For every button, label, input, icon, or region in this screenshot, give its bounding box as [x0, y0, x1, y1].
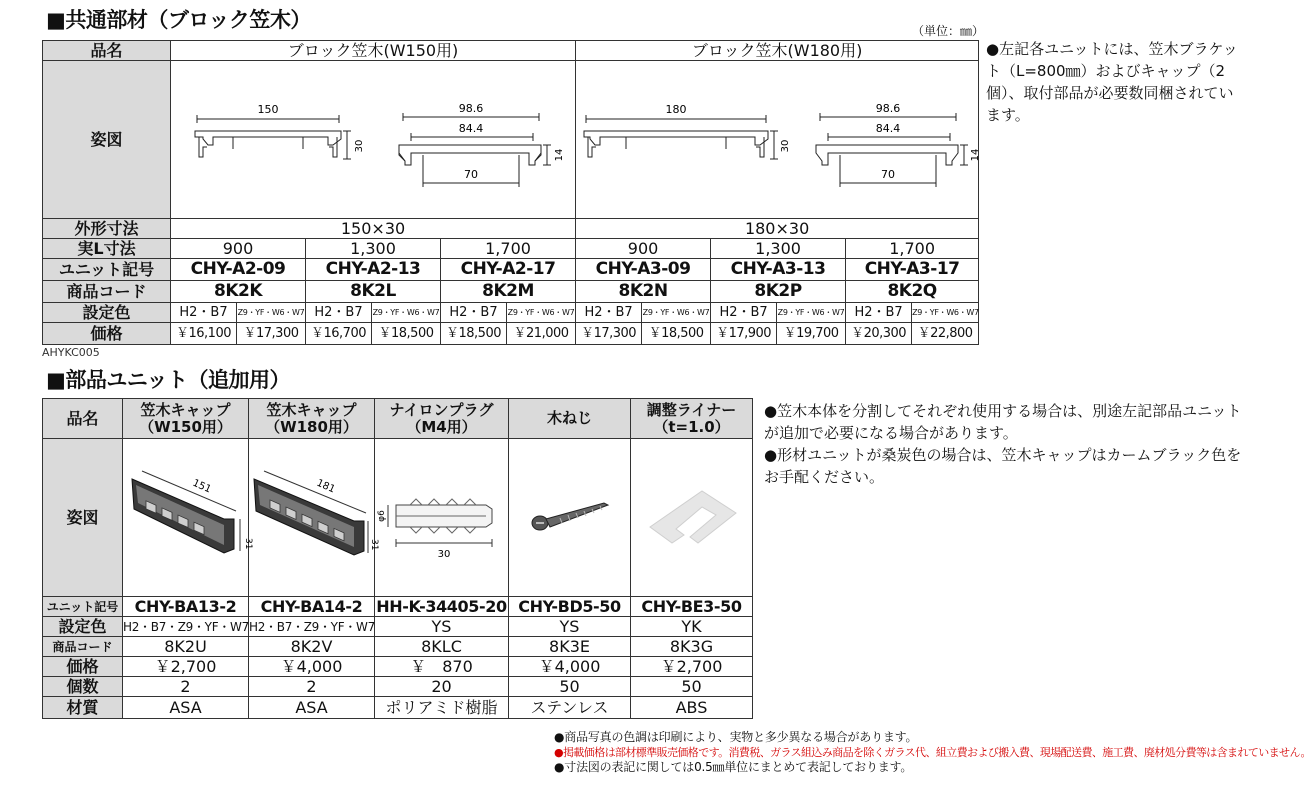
- row-label-name: 品名: [43, 399, 123, 439]
- dim-width: 180: [665, 103, 687, 116]
- unit-code: CHY-A3-09: [576, 259, 711, 281]
- side-note-2: ●笠木本体を分割してそれぞれ使用する場合は、別途左記部品ユニットが追加で必要になる場合があります。: [764, 402, 1242, 442]
- price: ￥2,700: [123, 657, 249, 677]
- part-name-sub: （W180用）: [265, 417, 358, 436]
- profile-drawing-w180: [576, 61, 982, 215]
- side-note-1: ●左記各ユニットには、笠木ブラケット（L=800㎜）およびキャップ（2個）、取付部品が必要数同梱されています。: [986, 40, 1238, 124]
- color: YK: [631, 617, 753, 637]
- color-a: H2・B7: [711, 303, 777, 323]
- length: 900: [576, 239, 711, 259]
- part-name-cell: [249, 399, 375, 439]
- figure-nylon-plug: [375, 439, 509, 597]
- unit-code: CHY-A2-17: [441, 259, 576, 281]
- material: ステンレス: [509, 697, 631, 719]
- part-name: ナイロンプラグ: [389, 401, 494, 419]
- unit-code: CHY-A3-17: [846, 259, 979, 281]
- dim-bottom: 70: [881, 168, 896, 181]
- color-a: H2・B7: [576, 303, 642, 323]
- length: 1,700: [846, 239, 979, 259]
- price: ￥4,000: [249, 657, 375, 677]
- cap-w150-image: [124, 439, 253, 593]
- kasagi-table: [42, 40, 982, 345]
- section1-title: ■共通部材（ブロック笠木）: [46, 8, 311, 32]
- unit-note: （単位：㎜）: [912, 24, 985, 38]
- part-name-sub: （t=1.0）: [653, 417, 730, 436]
- color: H2・B7・Z9・YF・W7: [249, 617, 375, 637]
- color-b: Z9・YF・W6・W7: [372, 303, 441, 323]
- price-a: ￥17,300: [576, 323, 642, 345]
- part-name-cell: [509, 399, 631, 439]
- dim-top: 98.6: [458, 102, 483, 115]
- color-a: H2・B7: [441, 303, 507, 323]
- dim-bottom: 70: [463, 168, 478, 181]
- price-b: ￥21,000: [507, 323, 576, 345]
- price: ￥2,700: [631, 657, 753, 677]
- plug-length-label: 30: [437, 549, 450, 560]
- dim-height: 30: [353, 139, 365, 153]
- nylon-plug-image: [376, 439, 508, 593]
- catalog-code: AHYKC005: [42, 346, 100, 359]
- cap-length-label: 181: [314, 477, 337, 496]
- row-label-color: 設定色: [43, 617, 123, 637]
- unit-code: CHY-A2-09: [171, 259, 306, 281]
- row-label-product-code: 商品コード: [43, 637, 123, 657]
- product-code: 8K2V: [249, 637, 375, 657]
- color: H2・B7・Z9・YF・W7: [123, 617, 249, 637]
- figure-wood-screw: [509, 439, 631, 597]
- figure-liner: [631, 439, 753, 597]
- cap-height-label: 31: [242, 538, 253, 550]
- figure-cap-w180: [249, 439, 379, 597]
- price-a: ￥16,100: [171, 323, 237, 345]
- material: ABS: [631, 697, 753, 719]
- length: 900: [171, 239, 306, 259]
- product-code: 8K2N: [576, 281, 711, 303]
- part-name: 調整ライナー: [646, 401, 737, 419]
- unit-code: CHY-A3-13: [711, 259, 846, 281]
- price-b: ￥18,500: [642, 323, 711, 345]
- length: 1,300: [711, 239, 846, 259]
- color: YS: [375, 617, 509, 637]
- part-name-cell: [123, 399, 249, 439]
- row-label-price: 価格: [43, 323, 171, 345]
- unit-code: CHY-BA13-2: [123, 597, 249, 617]
- dim-height-b: 14: [553, 148, 565, 162]
- liner-image: [632, 439, 752, 593]
- profile-drawing-w150: [173, 61, 574, 215]
- product-code: 8K3E: [509, 637, 631, 657]
- price-b: ￥22,800: [912, 323, 979, 345]
- price-a: ￥18,500: [441, 323, 507, 345]
- unit-code: CHY-BD5-50: [509, 597, 631, 617]
- color-a: H2・B7: [306, 303, 372, 323]
- price-a: ￥20,300: [846, 323, 912, 345]
- dim-height: 30: [780, 139, 792, 153]
- color-b: Z9・YF・W6・W7: [912, 303, 979, 323]
- dim-mid: 84.4: [875, 122, 901, 135]
- dim-width: 150: [257, 103, 279, 116]
- price: ￥4,000: [509, 657, 631, 677]
- row-label-quantity: 個数: [43, 677, 123, 697]
- part-name: 笠木キャップ: [140, 401, 231, 419]
- length: 1,700: [441, 239, 576, 259]
- group-name: ブロック笠木(W150用): [171, 41, 576, 61]
- row-label-unit-code: ユニット記号: [43, 597, 123, 617]
- material: ASA: [249, 697, 375, 719]
- product-code: 8K2U: [123, 637, 249, 657]
- part-name-sub: （W150用）: [139, 417, 232, 436]
- quantity: 2: [249, 677, 375, 697]
- material: ポリアミド樹脂: [375, 697, 509, 719]
- parts-table: [42, 398, 753, 719]
- dim-top: 98.6: [875, 102, 901, 115]
- row-label-material: 材質: [43, 697, 123, 719]
- price: ￥ 870: [375, 657, 509, 677]
- color: YS: [509, 617, 631, 637]
- dim-height-b: 14: [970, 148, 982, 162]
- unit-code: CHY-A2-13: [306, 259, 441, 281]
- figure-cell-w150: [171, 61, 576, 219]
- color-b: Z9・YF・W6・W7: [237, 303, 306, 323]
- price-a: ￥17,900: [711, 323, 777, 345]
- footnote-3: ●寸法図の表記に関しては0.5㎜単位にまとめて表記しております。: [554, 760, 913, 774]
- part-name: 木ねじ: [546, 409, 592, 428]
- side-note-3: ●形材ユニットが桑炭色の場合は、笠木キャップはカームブラック色をお手配ください。: [764, 446, 1242, 486]
- color-a: H2・B7: [846, 303, 912, 323]
- price-a: ￥16,700: [306, 323, 372, 345]
- color-b: Z9・YF・W6・W7: [507, 303, 576, 323]
- color-b: Z9・YF・W6・W7: [642, 303, 711, 323]
- part-name-cell: [631, 399, 753, 439]
- outer-dims: 180×30: [576, 219, 979, 239]
- row-label-product-code: 商品コード: [43, 281, 171, 303]
- quantity: 2: [123, 677, 249, 697]
- product-code: 8K2L: [306, 281, 441, 303]
- color-a: H2・B7: [171, 303, 237, 323]
- unit-code: CHY-BE3-50: [631, 597, 753, 617]
- product-code: 8K2K: [171, 281, 306, 303]
- row-label-color: 設定色: [43, 303, 171, 323]
- dim-mid: 84.4: [458, 122, 483, 135]
- cap-length-label: 151: [190, 477, 213, 496]
- section2-title: ■部品ユニット（追加用）: [46, 368, 291, 392]
- product-code: 8K3G: [631, 637, 753, 657]
- part-name-cell: [375, 399, 509, 439]
- wood-screw-image: [510, 439, 630, 593]
- group-name: ブロック笠木(W180用): [576, 41, 979, 61]
- unit-code: CHY-BA14-2: [249, 597, 375, 617]
- cap-height-label: 31: [368, 539, 379, 551]
- product-code: 8KLC: [375, 637, 509, 657]
- product-code: 8K2P: [711, 281, 846, 303]
- quantity: 50: [631, 677, 753, 697]
- figure-cap-w150: [123, 439, 253, 597]
- row-label-figure: 姿図: [43, 439, 123, 597]
- product-code: 8K2M: [441, 281, 576, 303]
- quantity: 50: [509, 677, 631, 697]
- row-label-name: 品名: [43, 41, 171, 61]
- footnote-2: ●掲載価格は部材標準販売価格です。消費税、ガラス組込み商品を除くガラス代、組立費および搬入費、現場配送費、施工費、廃材処分費等は含まれていません。: [554, 746, 1311, 759]
- figure-cell-w180: [576, 61, 982, 219]
- row-label-figure: 姿図: [43, 61, 171, 219]
- price-b: ￥18,500: [372, 323, 441, 345]
- row-label-length: 実L寸法: [43, 239, 171, 259]
- unit-code: HH-K-34405-20: [376, 596, 507, 616]
- price-b: ￥17,300: [237, 323, 306, 345]
- material: ASA: [123, 697, 249, 719]
- cap-w180-image: [250, 439, 379, 593]
- length: 1,300: [306, 239, 441, 259]
- row-label-outer-dims: 外形寸法: [43, 219, 171, 239]
- row-label-price: 価格: [43, 657, 123, 677]
- product-code: 8K2Q: [846, 281, 979, 303]
- row-label-unit-code: ユニット記号: [43, 259, 171, 281]
- part-name: 笠木キャップ: [266, 401, 357, 419]
- color-b: Z9・YF・W6・W7: [777, 303, 846, 323]
- part-name-sub: （M4用）: [406, 417, 477, 436]
- outer-dims: 150×30: [171, 219, 576, 239]
- footnote-1: ●商品写真の色調は印刷により、実物と多少異なる場合があります。: [554, 730, 918, 744]
- plug-diameter-label: φ6: [376, 510, 387, 522]
- quantity: 20: [375, 677, 509, 697]
- price-b: ￥19,700: [777, 323, 846, 345]
